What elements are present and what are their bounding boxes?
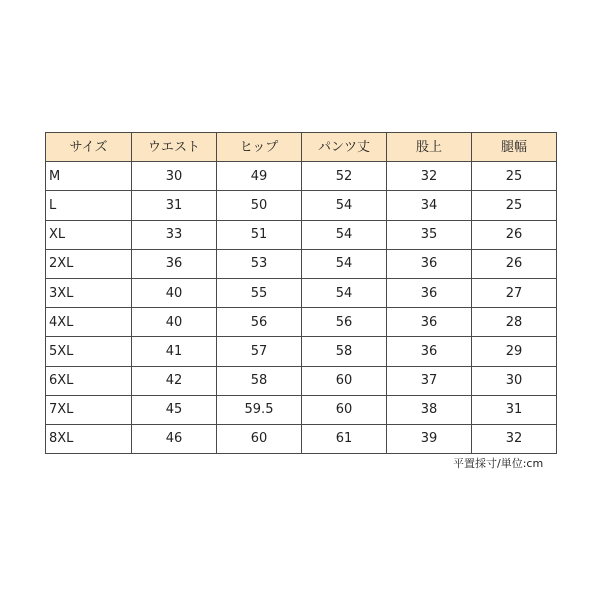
cell-rise: 36 [387, 278, 472, 307]
cell-rise: 36 [387, 249, 472, 278]
cell-size: 5XL [46, 337, 132, 366]
cell-hip: 51 [217, 220, 302, 249]
measurement-note: 平置採寸/単位:cm [453, 457, 544, 470]
cell-rise: 34 [387, 191, 472, 220]
cell-rise: 36 [387, 308, 472, 337]
header-rise: 股上 [387, 133, 472, 162]
header-waist: ウエスト [132, 133, 217, 162]
table-row [46, 308, 557, 337]
cell-thigh-width: 25 [472, 162, 557, 191]
cell-size: 2XL [46, 249, 132, 278]
cell-hip: 55 [217, 278, 302, 307]
cell-pants-length: 54 [302, 278, 387, 307]
cell-size: 3XL [46, 278, 132, 307]
cell-hip: 57 [217, 337, 302, 366]
cell-rise: 32 [387, 162, 472, 191]
table-row [46, 424, 557, 453]
cell-thigh-width: 28 [472, 308, 557, 337]
cell-size: 6XL [46, 366, 132, 395]
header-size: サイズ [46, 133, 132, 162]
cell-thigh-width: 31 [472, 395, 557, 424]
cell-size: XL [46, 220, 132, 249]
table-row [46, 220, 557, 249]
cell-waist: 33 [132, 220, 217, 249]
table-row [46, 249, 557, 278]
cell-pants-length: 54 [302, 191, 387, 220]
cell-thigh-width: 32 [472, 424, 557, 453]
header-row [46, 133, 557, 162]
header-thigh-width: 腿幅 [472, 133, 557, 162]
cell-pants-length: 58 [302, 337, 387, 366]
cell-rise: 36 [387, 337, 472, 366]
cell-waist: 36 [132, 249, 217, 278]
cell-waist: 31 [132, 191, 217, 220]
table-row [46, 337, 557, 366]
cell-thigh-width: 25 [472, 191, 557, 220]
cell-rise: 35 [387, 220, 472, 249]
cell-rise: 38 [387, 395, 472, 424]
cell-waist: 30 [132, 162, 217, 191]
cell-thigh-width: 30 [472, 366, 557, 395]
table-row [46, 395, 557, 424]
table-row [46, 278, 557, 307]
cell-thigh-width: 27 [472, 278, 557, 307]
cell-waist: 42 [132, 366, 217, 395]
cell-pants-length: 54 [302, 249, 387, 278]
cell-pants-length: 60 [302, 395, 387, 424]
cell-pants-length: 61 [302, 424, 387, 453]
table-row [46, 162, 557, 191]
cell-pants-length: 52 [302, 162, 387, 191]
cell-hip: 53 [217, 249, 302, 278]
cell-size: 7XL [46, 395, 132, 424]
table-row [46, 191, 557, 220]
header-pants-length: パンツ丈 [302, 133, 387, 162]
cell-waist: 40 [132, 308, 217, 337]
cell-pants-length: 56 [302, 308, 387, 337]
size-chart-table [45, 132, 557, 454]
cell-size: 4XL [46, 308, 132, 337]
cell-waist: 40 [132, 278, 217, 307]
cell-hip: 60 [217, 424, 302, 453]
cell-thigh-width: 29 [472, 337, 557, 366]
cell-rise: 37 [387, 366, 472, 395]
cell-waist: 46 [132, 424, 217, 453]
cell-waist: 41 [132, 337, 217, 366]
table-body [46, 162, 557, 454]
cell-rise: 39 [387, 424, 472, 453]
cell-thigh-width: 26 [472, 249, 557, 278]
cell-hip: 56 [217, 308, 302, 337]
cell-hip: 50 [217, 191, 302, 220]
cell-thigh-width: 26 [472, 220, 557, 249]
cell-size: L [46, 191, 132, 220]
header-hip: ヒップ [217, 133, 302, 162]
cell-size: 8XL [46, 424, 132, 453]
cell-hip: 58 [217, 366, 302, 395]
cell-pants-length: 54 [302, 220, 387, 249]
table-row [46, 366, 557, 395]
cell-hip: 49 [217, 162, 302, 191]
cell-size: M [46, 162, 132, 191]
cell-pants-length: 60 [302, 366, 387, 395]
cell-waist: 45 [132, 395, 217, 424]
cell-hip: 59.5 [217, 395, 302, 424]
